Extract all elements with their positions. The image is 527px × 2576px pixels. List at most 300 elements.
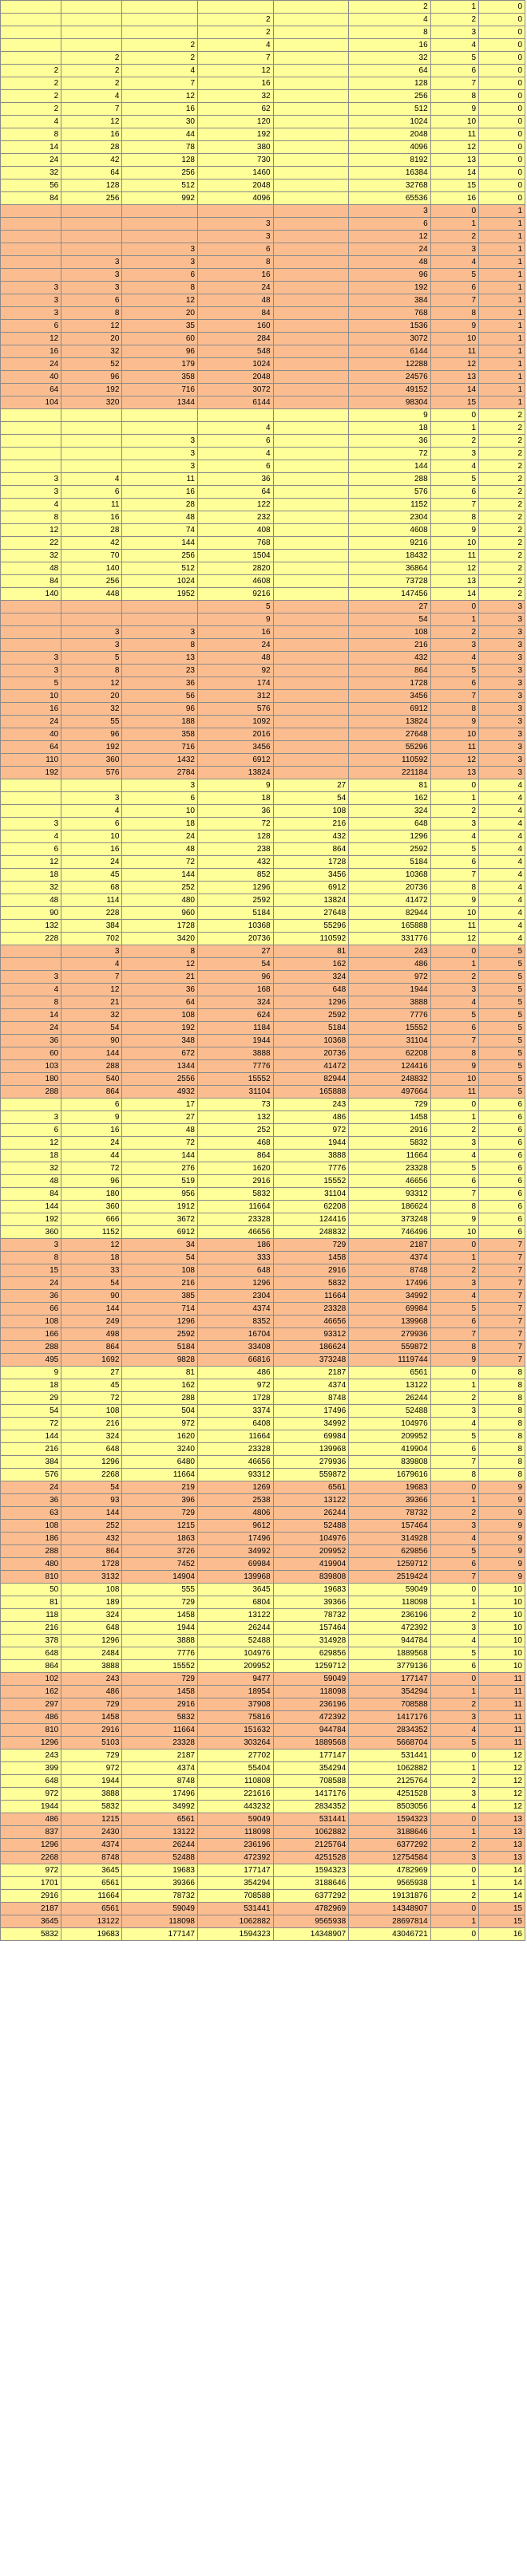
table-cell[interactable]: 9 — [198, 613, 274, 626]
table-cell[interactable]: 177147 — [273, 1750, 349, 1762]
table-cell[interactable]: 2048 — [198, 371, 274, 384]
table-cell[interactable]: 1 — [430, 1111, 478, 1124]
table-cell[interactable]: 498 — [61, 1328, 122, 1341]
table-cell[interactable]: 65536 — [349, 192, 430, 205]
table-cell[interactable]: 10 — [430, 333, 478, 345]
table-cell[interactable]: 2 — [430, 1775, 478, 1788]
table-cell[interactable]: 12 — [61, 320, 122, 333]
table-cell[interactable]: 4 — [61, 805, 122, 818]
table-cell[interactable]: 8 — [479, 1405, 525, 1418]
table-cell[interactable]: 2304 — [198, 1290, 274, 1303]
table-cell[interactable]: 12 — [430, 933, 478, 945]
table-cell[interactable]: 2538 — [198, 1494, 274, 1507]
table-cell[interactable]: 8 — [430, 1201, 478, 1213]
table-cell[interactable]: 72 — [61, 1162, 122, 1175]
table-cell[interactable]: 2834352 — [273, 1801, 349, 1813]
table-cell[interactable]: 139968 — [273, 1443, 349, 1456]
table-cell[interactable]: 12 — [122, 90, 198, 103]
table-cell[interactable]: 43046721 — [349, 1928, 430, 1941]
table-cell[interactable]: 144 — [1, 1430, 61, 1443]
table-cell[interactable]: 4 — [430, 460, 478, 473]
table-cell[interactable]: 189 — [61, 1596, 122, 1609]
table-cell[interactable] — [273, 716, 349, 728]
table-cell[interactable]: 12 — [479, 1788, 525, 1801]
table-cell[interactable]: 0 — [430, 1481, 478, 1494]
table-cell[interactable]: 5 — [479, 1035, 525, 1047]
table-cell[interactable]: 24 — [1, 1022, 61, 1035]
table-cell[interactable]: 1728 — [198, 1392, 274, 1405]
table-cell[interactable]: 837 — [1, 1826, 61, 1839]
table-cell[interactable]: 1 — [479, 384, 525, 396]
table-cell[interactable]: 540 — [61, 1073, 122, 1086]
table-cell[interactable]: 36 — [1, 1290, 61, 1303]
table-cell[interactable]: 531441 — [349, 1750, 430, 1762]
table-cell[interactable]: 360 — [1, 1226, 61, 1239]
table-cell[interactable]: 16 — [349, 39, 430, 52]
table-cell[interactable]: 16 — [1, 703, 61, 716]
table-cell[interactable]: 13122 — [273, 1494, 349, 1507]
table-cell[interactable]: 144 — [349, 460, 430, 473]
table-cell[interactable]: 2592 — [122, 1328, 198, 1341]
table-cell[interactable]: 18 — [349, 422, 430, 435]
table-cell[interactable]: 1 — [479, 371, 525, 384]
table-cell[interactable]: 3 — [430, 1788, 478, 1801]
table-cell[interactable]: 13824 — [273, 894, 349, 907]
table-cell[interactable]: 6 — [61, 294, 122, 307]
table-cell[interactable]: 144 — [61, 1047, 122, 1060]
table-cell[interactable]: 324 — [349, 805, 430, 818]
table-cell[interactable]: 17496 — [122, 1788, 198, 1801]
table-cell[interactable]: 1692 — [61, 1354, 122, 1367]
table-cell[interactable]: 729 — [349, 1099, 430, 1111]
table-cell[interactable]: 11664 — [198, 1430, 274, 1443]
table-cell[interactable]: 90 — [1, 907, 61, 920]
table-cell[interactable]: 93312 — [273, 1328, 349, 1341]
table-cell[interactable]: 48 — [198, 652, 274, 665]
table-cell[interactable]: 23328 — [122, 1737, 198, 1750]
table-cell[interactable]: 0 — [430, 779, 478, 792]
table-cell[interactable]: 956 — [122, 1188, 198, 1201]
table-cell[interactable]: 192 — [61, 384, 122, 396]
table-cell[interactable]: 22 — [1, 537, 61, 550]
table-cell[interactable]: 3 — [430, 26, 478, 39]
table-cell[interactable]: 4 — [479, 830, 525, 843]
table-cell[interactable] — [1, 1099, 61, 1111]
table-cell[interactable]: 64 — [1, 384, 61, 396]
table-cell[interactable]: 6 — [479, 1188, 525, 1201]
table-cell[interactable]: 9 — [1, 1367, 61, 1379]
table-cell[interactable]: 108 — [61, 1584, 122, 1596]
table-cell[interactable]: 8 — [479, 1443, 525, 1456]
table-cell[interactable]: 4 — [479, 805, 525, 818]
table-cell[interactable]: 17496 — [349, 1277, 430, 1290]
table-cell[interactable]: 0 — [430, 601, 478, 613]
table-cell[interactable]: 648 — [198, 1264, 274, 1277]
table-cell[interactable]: 118098 — [198, 1826, 274, 1839]
table-cell[interactable]: 992 — [122, 192, 198, 205]
table-cell[interactable]: 27 — [349, 601, 430, 613]
table-cell[interactable]: 15 — [430, 179, 478, 192]
table-cell[interactable] — [273, 269, 349, 282]
table-cell[interactable]: 9565938 — [349, 1877, 430, 1890]
table-cell[interactable]: 5 — [430, 1162, 478, 1175]
table-cell[interactable]: 6 — [479, 1111, 525, 1124]
table-cell[interactable]: 3645 — [198, 1584, 274, 1596]
table-cell[interactable]: 729 — [122, 1507, 198, 1520]
table-cell[interactable]: 6 — [61, 486, 122, 499]
table-cell[interactable]: 8 — [479, 1456, 525, 1469]
table-cell[interactable]: 3 — [61, 256, 122, 269]
table-cell[interactable]: 6 — [479, 1201, 525, 1213]
table-cell[interactable]: 5832 — [198, 1188, 274, 1201]
table-cell[interactable]: 2187 — [122, 1750, 198, 1762]
table-cell[interactable]: 23328 — [198, 1213, 274, 1226]
table-cell[interactable]: 0 — [430, 1903, 478, 1915]
table-cell[interactable]: 30 — [122, 116, 198, 128]
table-cell[interactable]: 2 — [61, 77, 122, 90]
table-cell[interactable]: 32 — [61, 703, 122, 716]
table-cell[interactable]: 7 — [430, 1571, 478, 1584]
table-cell[interactable]: 4 — [479, 792, 525, 805]
table-cell[interactable]: 27702 — [198, 1750, 274, 1762]
table-cell[interactable]: 37908 — [198, 1698, 274, 1711]
table-cell[interactable] — [273, 77, 349, 90]
table-cell[interactable]: 19683 — [122, 1864, 198, 1877]
table-cell[interactable]: 3888 — [122, 1635, 198, 1647]
table-cell[interactable]: 177147 — [198, 1864, 274, 1877]
table-cell[interactable]: 14 — [1, 141, 61, 154]
table-cell[interactable]: 15552 — [122, 1660, 198, 1673]
table-cell[interactable]: 1062882 — [349, 1762, 430, 1775]
table-cell[interactable]: 11 — [61, 499, 122, 511]
table-cell[interactable]: 209952 — [349, 1430, 430, 1443]
table-cell[interactable]: 55 — [61, 716, 122, 728]
table-cell[interactable]: 55404 — [198, 1762, 274, 1775]
table-cell[interactable]: 15552 — [349, 1022, 430, 1035]
table-cell[interactable]: 36864 — [349, 562, 430, 575]
table-cell[interactable]: 672 — [122, 1047, 198, 1060]
table-cell[interactable]: 2268 — [1, 1852, 61, 1864]
table-cell[interactable]: 4608 — [349, 524, 430, 537]
table-cell[interactable]: 8 — [430, 511, 478, 524]
table-cell[interactable] — [273, 333, 349, 345]
table-cell[interactable]: 256 — [122, 550, 198, 562]
table-cell[interactable]: 3 — [122, 435, 198, 448]
table-cell[interactable]: 11 — [479, 1686, 525, 1698]
table-cell[interactable]: 2 — [479, 486, 525, 499]
table-cell[interactable]: 64 — [198, 486, 274, 499]
table-cell[interactable]: 9 — [479, 1533, 525, 1545]
table-cell[interactable]: 4 — [479, 894, 525, 907]
table-cell[interactable]: 28 — [122, 499, 198, 511]
table-cell[interactable]: 6 — [122, 269, 198, 282]
table-cell[interactable]: 666 — [61, 1213, 122, 1226]
table-cell[interactable]: 6 — [430, 486, 478, 499]
table-cell[interactable]: 3645 — [1, 1915, 61, 1928]
table-cell[interactable]: 0 — [479, 52, 525, 65]
table-cell[interactable] — [1, 626, 61, 639]
table-cell[interactable]: 11 — [430, 741, 478, 754]
table-cell[interactable]: 1296 — [349, 830, 430, 843]
table-cell[interactable]: 84 — [1, 575, 61, 588]
table-cell[interactable]: 4 — [1, 830, 61, 843]
table-cell[interactable]: 162 — [273, 958, 349, 971]
table-cell[interactable]: 7776 — [349, 1009, 430, 1022]
table-cell[interactable]: 40 — [1, 371, 61, 384]
table-cell[interactable]: 36 — [1, 1035, 61, 1047]
table-cell[interactable]: 495 — [1, 1354, 61, 1367]
table-cell[interactable]: 9565938 — [273, 1915, 349, 1928]
table-cell[interactable]: 14 — [479, 1877, 525, 1890]
table-cell[interactable]: 3672 — [122, 1213, 198, 1226]
table-cell[interactable]: 20736 — [273, 1047, 349, 1060]
table-cell[interactable]: 960 — [122, 907, 198, 920]
table-cell[interactable]: 279936 — [349, 1328, 430, 1341]
table-cell[interactable]: 629856 — [349, 1545, 430, 1558]
table-cell[interactable]: 10 — [430, 1073, 478, 1086]
table-cell[interactable] — [273, 511, 349, 524]
table-cell[interactable]: 186 — [1, 1533, 61, 1545]
table-cell[interactable]: 1944 — [1, 1801, 61, 1813]
table-cell[interactable]: 27 — [122, 1111, 198, 1124]
table-cell[interactable]: 1 — [430, 1877, 478, 1890]
table-cell[interactable]: 702 — [61, 933, 122, 945]
table-cell[interactable]: 0 — [430, 409, 478, 422]
table-cell[interactable]: 9 — [430, 524, 478, 537]
table-cell[interactable] — [1, 945, 61, 958]
table-cell[interactable]: 1728 — [122, 920, 198, 933]
table-cell[interactable]: 3 — [1, 971, 61, 984]
table-cell[interactable]: 288 — [61, 1060, 122, 1073]
table-cell[interactable]: 297 — [1, 1698, 61, 1711]
table-cell[interactable]: 648 — [349, 818, 430, 830]
table-cell[interactable]: 3 — [1, 282, 61, 294]
table-cell[interactable] — [61, 601, 122, 613]
table-cell[interactable]: 2820 — [198, 562, 274, 575]
table-cell[interactable]: 486 — [349, 958, 430, 971]
table-cell[interactable] — [61, 460, 122, 473]
table-cell[interactable]: 6408 — [198, 1418, 274, 1430]
table-cell[interactable]: 4 — [430, 1724, 478, 1737]
table-cell[interactable]: 9216 — [198, 588, 274, 601]
table-cell[interactable]: 768 — [349, 307, 430, 320]
table-cell[interactable]: 144 — [122, 537, 198, 550]
table-cell[interactable]: 17496 — [198, 1533, 274, 1545]
table-cell[interactable]: 839808 — [273, 1571, 349, 1584]
table-cell[interactable]: 3188646 — [349, 1826, 430, 1839]
table-cell[interactable]: 12 — [1, 524, 61, 537]
table-cell[interactable]: 4 — [479, 933, 525, 945]
table-cell[interactable]: 1 — [479, 345, 525, 358]
table-cell[interactable]: 32 — [1, 1162, 61, 1175]
table-cell[interactable]: 64 — [122, 996, 198, 1009]
table-cell[interactable]: 13 — [479, 1813, 525, 1826]
table-cell[interactable]: 18954 — [198, 1686, 274, 1698]
table-cell[interactable]: 7 — [430, 499, 478, 511]
table-cell[interactable]: 0 — [479, 154, 525, 167]
table-cell[interactable]: 419904 — [273, 1558, 349, 1571]
table-cell[interactable]: 1594323 — [349, 1813, 430, 1826]
table-cell[interactable] — [273, 384, 349, 396]
table-cell[interactable]: 3 — [430, 243, 478, 256]
table-cell[interactable]: 7 — [430, 77, 478, 90]
table-cell[interactable]: 576 — [349, 486, 430, 499]
table-cell[interactable]: 35 — [122, 320, 198, 333]
table-cell[interactable]: 96 — [61, 1175, 122, 1188]
table-cell[interactable]: 3 — [479, 639, 525, 652]
table-cell[interactable]: 864 — [61, 1086, 122, 1099]
table-cell[interactable] — [61, 779, 122, 792]
table-cell[interactable]: 8 — [1, 1252, 61, 1264]
table-cell[interactable]: 128 — [122, 154, 198, 167]
table-cell[interactable]: 1 — [430, 1596, 478, 1609]
table-cell[interactable]: 10 — [430, 116, 478, 128]
table-cell[interactable]: 4 — [479, 882, 525, 894]
table-cell[interactable]: 4251528 — [273, 1852, 349, 1864]
table-cell[interactable]: 6561 — [61, 1877, 122, 1890]
table-cell[interactable]: 2304 — [349, 511, 430, 524]
table-cell[interactable]: 243 — [61, 1673, 122, 1686]
table-cell[interactable]: 42 — [61, 154, 122, 167]
table-cell[interactable]: 0 — [479, 116, 525, 128]
table-cell[interactable]: 21 — [122, 971, 198, 984]
table-cell[interactable] — [273, 435, 349, 448]
table-cell[interactable] — [1, 779, 61, 792]
table-cell[interactable]: 7 — [430, 1328, 478, 1341]
table-cell[interactable]: 11664 — [61, 1890, 122, 1903]
table-cell[interactable]: 3374 — [198, 1405, 274, 1418]
table-cell[interactable]: 1062882 — [273, 1826, 349, 1839]
table-cell[interactable]: 8748 — [122, 1775, 198, 1788]
table-cell[interactable]: 96 — [349, 269, 430, 282]
table-cell[interactable]: 103 — [1, 1060, 61, 1073]
table-cell[interactable]: 9216 — [349, 537, 430, 550]
table-cell[interactable]: 12 — [479, 1750, 525, 1762]
table-cell[interactable]: 228 — [1, 933, 61, 945]
table-cell[interactable]: 56 — [122, 690, 198, 703]
table-cell[interactable]: 102 — [1, 1673, 61, 1686]
table-cell[interactable]: 648 — [1, 1775, 61, 1788]
table-cell[interactable]: 69984 — [273, 1430, 349, 1443]
table-cell[interactable]: 54 — [273, 792, 349, 805]
table-cell[interactable]: 3456 — [273, 869, 349, 882]
table-cell[interactable]: 9 — [430, 1354, 478, 1367]
table-cell[interactable] — [273, 639, 349, 652]
table-cell[interactable]: 3 — [61, 945, 122, 958]
table-cell[interactable]: 216 — [349, 639, 430, 652]
table-cell[interactable]: 90 — [61, 1035, 122, 1047]
table-cell[interactable]: 252 — [198, 1124, 274, 1137]
table-cell[interactable]: 4096 — [198, 192, 274, 205]
table-cell[interactable]: 5 — [1, 677, 61, 690]
table-cell[interactable]: 7 — [430, 294, 478, 307]
table-cell[interactable]: 1296 — [61, 1635, 122, 1647]
table-cell[interactable]: 45 — [61, 1379, 122, 1392]
table-cell[interactable]: 284 — [198, 333, 274, 345]
table-cell[interactable]: 249 — [61, 1316, 122, 1328]
table-cell[interactable]: 7 — [479, 1341, 525, 1354]
table-cell[interactable]: 6 — [430, 1022, 478, 1035]
table-cell[interactable] — [273, 218, 349, 231]
table-cell[interactable] — [198, 1, 274, 14]
table-cell[interactable]: 186624 — [349, 1201, 430, 1213]
table-cell[interactable]: 864 — [61, 1545, 122, 1558]
table-cell[interactable]: 3 — [1, 473, 61, 486]
table-cell[interactable] — [273, 690, 349, 703]
table-cell[interactable]: 3888 — [349, 996, 430, 1009]
table-cell[interactable]: 252 — [122, 882, 198, 894]
table-cell[interactable]: 1 — [430, 958, 478, 971]
table-cell[interactable]: 18 — [1, 1150, 61, 1162]
table-cell[interactable] — [1, 39, 61, 52]
table-cell[interactable]: 1889568 — [349, 1647, 430, 1660]
table-cell[interactable]: 165888 — [273, 1086, 349, 1099]
table-cell[interactable]: 385 — [122, 1290, 198, 1303]
table-cell[interactable]: 73 — [198, 1099, 274, 1111]
table-cell[interactable] — [273, 486, 349, 499]
table-cell[interactable]: 5 — [479, 996, 525, 1009]
table-cell[interactable]: 8 — [122, 282, 198, 294]
table-cell[interactable]: 4 — [198, 39, 274, 52]
table-cell[interactable]: 3779136 — [349, 1660, 430, 1673]
table-cell[interactable]: 1417176 — [273, 1788, 349, 1801]
table-cell[interactable] — [273, 167, 349, 179]
table-cell[interactable]: 18 — [198, 792, 274, 805]
table-cell[interactable]: 78 — [122, 141, 198, 154]
table-cell[interactable]: 4 — [479, 920, 525, 933]
table-cell[interactable]: 4782969 — [273, 1903, 349, 1915]
table-cell[interactable] — [273, 703, 349, 716]
table-cell[interactable]: 29 — [1, 1392, 61, 1405]
table-cell[interactable]: 7 — [479, 1316, 525, 1328]
table-cell[interactable]: 6561 — [273, 1481, 349, 1494]
table-cell[interactable]: 27 — [61, 1367, 122, 1379]
table-cell[interactable] — [122, 205, 198, 218]
table-cell[interactable]: 36 — [198, 473, 274, 486]
table-cell[interactable]: 8 — [479, 1469, 525, 1481]
table-cell[interactable]: 46656 — [273, 1316, 349, 1328]
table-cell[interactable]: 4 — [430, 1635, 478, 1647]
table-cell[interactable]: 4782969 — [349, 1864, 430, 1877]
table-cell[interactable]: 1152 — [61, 1226, 122, 1239]
table-cell[interactable]: 6 — [430, 282, 478, 294]
table-cell[interactable] — [1, 14, 61, 26]
table-cell[interactable]: 24 — [1, 154, 61, 167]
table-cell[interactable]: 151632 — [198, 1724, 274, 1737]
table-cell[interactable]: 2 — [479, 448, 525, 460]
table-cell[interactable]: 216 — [122, 1277, 198, 1290]
table-cell[interactable]: 0 — [430, 1928, 478, 1941]
table-cell[interactable]: 1458 — [349, 1111, 430, 1124]
table-cell[interactable]: 3 — [61, 639, 122, 652]
table-cell[interactable]: 1620 — [198, 1162, 274, 1175]
table-cell[interactable]: 7 — [479, 1290, 525, 1303]
table-cell[interactable]: 24 — [198, 639, 274, 652]
table-cell[interactable]: 648 — [273, 984, 349, 996]
table-cell[interactable]: 9 — [479, 1558, 525, 1571]
table-cell[interactable]: 81 — [1, 1596, 61, 1609]
table-cell[interactable]: 0 — [479, 179, 525, 192]
table-cell[interactable]: 31104 — [349, 1035, 430, 1047]
table-cell[interactable]: 11 — [479, 1724, 525, 1737]
table-cell[interactable]: 248832 — [349, 1073, 430, 1086]
table-cell[interactable]: 5 — [479, 958, 525, 971]
table-cell[interactable] — [61, 422, 122, 435]
table-cell[interactable]: 5 — [430, 843, 478, 856]
table-cell[interactable]: 256 — [122, 167, 198, 179]
table-cell[interactable]: 708588 — [198, 1890, 274, 1903]
table-cell[interactable]: 26244 — [122, 1839, 198, 1852]
